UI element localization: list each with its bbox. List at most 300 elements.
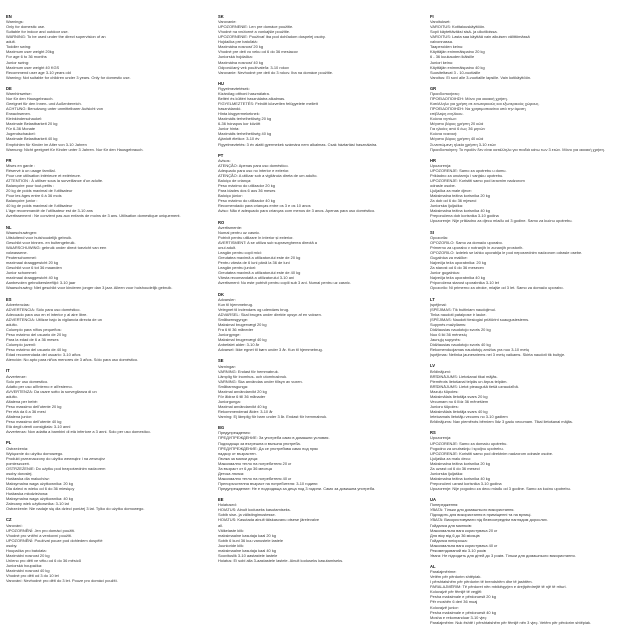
warning-line: ПРЕДУПРЕЖДЕНИЕ: Да се употребява само под пряк <box>218 445 318 451</box>
warning-line: maximaal draaggewicht 20 kg <box>6 260 59 266</box>
warning-line: Įspėjimas: Netinka jaunesniems nei 3 metų vaikams. Skirta naudoti tik buityje. <box>430 352 566 358</box>
warning-line: Småbarnsgunga: <box>218 383 248 389</box>
warning-line: Sobib 6 kuni 36 kuu vanustele lastele <box>218 537 284 543</box>
warning-line: Попередження: <box>430 502 459 508</box>
warning-line: AVVERTENZA: Da usare sotto la sorveglianza di un <box>6 388 97 394</box>
warning-line: Предупреждения: <box>218 430 251 436</box>
warning-line: Určeno pro děti ve věku od 6 do 36 měsíců <box>6 557 82 563</box>
warning-line: Beltéri és kültéri használatra alkalmas. <box>218 96 286 102</box>
warning-line: Προειδοποιήσεις: <box>430 91 461 97</box>
warning-line: Brīdinājums: Nav piemērots bērniem līdz 3 gadu vecumam. Tikai lietošanai mājās. <box>430 419 573 425</box>
warning-line: ATENÇÃO: Apenas para uso doméstico. <box>218 162 289 168</box>
warning-line: Warnings: <box>6 19 24 25</box>
warning-line: Peso massimo dell'utente 40 kg <box>6 419 62 425</box>
warning-line: Varování: <box>6 522 23 528</box>
warning-line: Huśtawka dla maluchów: <box>6 475 50 481</box>
language-code: EN <box>6 14 12 19</box>
warning-line: Κατάλληλο για χρήση σε εσωτερικούς και εξωτερικούς χώρους. <box>430 101 540 107</box>
warning-line: Ostrzeżenia: <box>6 445 29 451</box>
warning-line: Peuterschommel: <box>6 255 37 261</box>
warning-line: PARALAJMËRIM: Të përdoret nën mbikëqyrjen e drejtpërdrejtë të një të rrituri. <box>430 584 567 590</box>
language-section-al <box>430 564 630 625</box>
language-code: LV <box>430 363 435 369</box>
language-section-gr <box>430 86 630 152</box>
warning-line: Kolovajzë për fëmijë të vegjël: <box>430 589 483 595</box>
warning-line: Adequado para uso no interior e exterior. <box>218 168 290 174</box>
warning-line: Figyelmeztetés: 3 év alatti gyermekek számára nem alkalmas. Csak háztartási használatra. <box>218 141 378 147</box>
language-code: SE <box>218 358 224 364</box>
warning-line: Maksimālais lietotāja svars 40 kg <box>430 408 488 414</box>
warning-line: Kleinkinderschaukel: <box>6 116 43 122</box>
warning-line: Suositeltavat 3 - 10-vuotiaille <box>430 69 481 75</box>
warning-line: L'âge recommandé de l'utilisateur est de 3-10 ans <box>6 208 93 214</box>
warning-line: Zalecany wiek użytkownika: 3-10 lat <box>6 501 69 507</box>
warning-line: Taaperoiden keinu: <box>430 44 464 50</box>
language-code: GR <box>430 85 437 91</box>
language-code: HR <box>430 157 436 163</box>
language-code: RS <box>430 430 436 436</box>
warning-line: Люлка за малки деца: <box>218 455 259 461</box>
warning-line: Juunioride kiik: <box>218 542 245 548</box>
warning-line: Juniorgynge: <box>218 332 241 338</box>
warning-line: Waarschuwingen: <box>6 229 38 235</box>
language-section-pt <box>218 153 418 214</box>
warning-line: UPOZORNĚNÍ: Jen pro domácí použití. <box>6 527 76 533</box>
warning-line: Balançoire junior : <box>6 198 38 204</box>
warning-line: Per età da 6 a 36 mesi <box>6 408 46 414</box>
warning-line: Junior gugalnica: <box>430 270 460 276</box>
warning-line: osoby dorosłej. <box>6 470 33 476</box>
warning-line: OSTRZEŻENIE: Do użytku pod bezpośrednim nadzorem <box>6 465 106 471</box>
warning-line: Upozorenje: Nije pogodno za decu mlađu od 3 godine. Samo za kućnu upotrebu. <box>430 485 571 491</box>
warning-line: Solo per uso domestico. <box>6 378 49 384</box>
warning-line: Advarsel: Ikke egnet til børn under 3 år. Kun til hjemmebrug. <box>218 347 323 353</box>
warning-line: Avvertenze: <box>6 373 27 379</box>
warning-line: ĮSPĖJIMAS: Naudoti tiesiogiai prižiūrint suaugusiesiems. <box>430 316 530 322</box>
column-1 <box>6 14 206 634</box>
warning-line: használandó. <box>218 106 242 112</box>
language-section-se <box>218 358 418 419</box>
language-code: RO <box>218 219 225 225</box>
warning-line: UPOZORENJE: Samo za upotrebu u domu. <box>430 168 507 174</box>
warning-line: Réservé à un usage familial. <box>6 168 56 174</box>
warning-line: Columpio para niños pequeños: <box>6 326 62 332</box>
warning-line: Recommend user age 3-10 years old <box>6 69 71 75</box>
language-code: EE <box>218 497 224 503</box>
warning-line: Pour une utilisation intérieure et extérieure. <box>6 173 82 179</box>
warning-line: Opozorila: <box>430 234 448 240</box>
warning-line: Tinka naudoti patalpose ir lauke. <box>430 311 487 317</box>
warning-line: Nur für den Hausgebrauch. <box>6 96 54 102</box>
warning-line: Κούνια νεανική: <box>430 131 458 137</box>
warning-line: Pour les âges entre 6 à 36 mois <box>6 193 62 199</box>
warning-line: adulto. <box>6 321 18 327</box>
warning-line: Juniorska ljuljaška: <box>430 470 464 476</box>
warning-line: Рекомендований вік 3-10 років <box>430 547 486 553</box>
warning-line: Vetëm për përdorim shtëpiak. <box>430 574 482 580</box>
warning-line: Максимальна вага користувача 20 кг <box>430 527 498 533</box>
warning-line: Junioru šūpoles: <box>430 403 459 409</box>
column-2 <box>218 14 418 634</box>
warning-line: Waarschuwing: Niet geschikt voor kinderen jonger dan 3 jaar. Alleen voor huishoudelijk gebruik. <box>6 285 173 291</box>
warning-line: Jugendschaukel: <box>6 131 36 137</box>
warning-line: adulto. <box>6 393 18 399</box>
warning-line: Ostrzeżenie: Nie nadaje się dla dzieci poniżej 3 lat. Tylko do użytku domowego. <box>6 506 145 512</box>
warning-line: ΠΡΟΕΙΔΟΠΟΙΗΣΗ: Να χρησιμοποιείται υπό την άμεση <box>430 106 526 112</box>
warning-line: Za starost od 6 do 36 mesecev <box>430 265 485 271</box>
warning-line: UPOZORENJE: Samo za domaću upotrebu. <box>430 440 508 446</box>
warning-line: Подходящо за вътрешна и външна употреба. <box>218 440 301 446</box>
warning-line: Maximum user weight 20kg <box>6 49 54 55</box>
warning-line: Uitsluitend voor huishoudelijk gebruik. <box>6 234 73 240</box>
warning-line: Lämplig för inomhus- och utomhusbruk. <box>218 373 288 379</box>
warning-line: Upozorenje: Nije prikladno za djecu mlađu od 3 godine. Samo za kućnu upotrebu. <box>430 218 573 224</box>
warning-line: Maximum user weight 40 KGS <box>6 64 60 70</box>
warning-line: Hoiatus: Ei sobi alla 3-aastastele lastele. Ainult koduseks kasutamiseks. <box>218 557 344 563</box>
language-code: PL <box>6 440 12 446</box>
warning-line: ADVERTENCIA: Sólo para uso doméstico. <box>6 306 81 312</box>
warning-line: Vhodné pre deti vo veku od 6 do 36 mesiacov <box>218 49 298 55</box>
warning-line: UPOZORNENIE: Používať iba pod dohľadom dospelej osoby. <box>218 34 326 40</box>
warning-line: Μέγιστο βάρος χρήστη 20 κιλά <box>430 121 484 127</box>
warning-line: Toddler swing: <box>6 44 32 50</box>
warning-line: Adatto per uso all'interno e all'esterno. <box>6 383 73 389</box>
warning-line: Upozorenja: <box>430 435 452 441</box>
warning-line: UPOZORNENIE: Len pre domáce použitie. <box>218 24 294 30</box>
warning-line: Warning: Not suitable for children under 3 years. Only for domestic use. <box>6 74 131 80</box>
warning-line: Детска люлка: <box>218 470 245 476</box>
warning-line: Für 6-36 Monate <box>6 126 36 132</box>
warning-line: Huśtawka młodzieżowa: <box>6 490 49 496</box>
language-code: FR <box>6 157 12 163</box>
language-section-lt <box>430 297 630 358</box>
language-code: HU <box>218 80 224 86</box>
language-code: NL <box>6 224 12 230</box>
warning-line: Максимално тегло на потребителя 40 кг <box>218 475 292 481</box>
warning-line: Įspėjimai: <box>430 301 447 307</box>
warning-line: Dla dzieci w wieku od 6 do 36 miesięcy <box>6 485 75 491</box>
warning-line: Potrivit pentru utilizare în interior și exterior. <box>218 234 294 240</box>
warning-line: Suitable for indoor and outdoor use. <box>6 29 69 35</box>
language-section-pl <box>6 440 206 511</box>
warning-line: pomieszczeń. <box>6 460 31 466</box>
warning-line: Kolovajzë junior: <box>430 604 459 610</box>
warning-line: Edad recomendada del usuario: 3-10 años <box>6 352 81 358</box>
language-section-fr <box>6 158 206 219</box>
warning-line: Për moshën 6 deri 36 muaj <box>430 599 478 605</box>
warning-line: Juniorská hojdačka: <box>218 54 253 60</box>
warning-line: Advertencias: <box>6 301 30 307</box>
warning-line: Avertissement : Ne convient pas aux enfants de moins de 3 ans. Utilisation domestique uniquement. <box>6 213 181 219</box>
warning-line: Preporučena dob korisnika 3-10 godina <box>430 213 499 219</box>
warning-line: maksimaalne kasutaja kaal 40 kg <box>218 547 276 553</box>
warning-line: Väikelaste kiik: <box>218 527 245 533</box>
warning-line: Aviso: Não é adequado para crianças com menos de 3 anos. Apenas para uso doméstico. <box>218 208 376 214</box>
warning-line: Για ηλικίες από 6 έως 36 μηνών <box>430 126 486 132</box>
warning-line: Juniorgunga: <box>218 398 241 404</box>
warning-line: Maksimal brugervægt 20 kg <box>218 321 267 327</box>
language-section-it <box>6 368 206 434</box>
warning-line: Pogodno za unutrašnju i spoljnu upotrebu. <box>430 445 504 451</box>
warning-line: Paralajmërim: Nuk është i përshtatshëm për fëmijë nën 3 vjeç. Vetëm për përdorim shtëpiak. <box>430 619 592 625</box>
warning-line: Varoitukset: <box>430 19 451 25</box>
warning-line: Vhodné na vnútorné a vonkajšie použitie. <box>218 29 291 35</box>
warning-line: Peso máximo del usuario de 20 kg <box>6 332 67 338</box>
warning-line: WAARSCHUWING: gebruik onder direct toezicht van een <box>6 244 107 250</box>
warning-line: Προειδοποίηση: Το προϊόν δεν είναι κατάλληλο για παιδιά κάτω των 3 ετών. Μόνο για οικιακή χρήση. <box>430 146 605 152</box>
warning-line: Maksimalna težina korisnika 20 kg <box>430 193 490 199</box>
warning-line: valvonnassa. <box>430 39 453 45</box>
warning-line: 6 - 36 kuukauden ikäisille <box>430 54 475 60</box>
warning-line: Peso máximo del usuario de 40 kg <box>6 347 67 353</box>
warning-line: Junior swing: <box>6 59 29 65</box>
language-section-hr <box>430 158 630 224</box>
warning-line: Гойдалка юніорська: <box>430 537 468 543</box>
warning-line: Препоръчителна възраст на потребителя: 3-10 години <box>218 480 318 486</box>
warning-line: Varování: Nevhodné pro děti do 3 let. Pouze pro domácí použití. <box>6 578 118 584</box>
warning-line: AVERTISMENT: A se utiliza sub supravegherea directă a <box>218 239 317 245</box>
warning-line: Pentru vârsta de 6 luni până la 36 de luni <box>218 260 290 266</box>
warning-line: Only for domestic use. <box>6 24 46 30</box>
warning-line: Anbefalet alder: 3-10 år <box>218 342 260 348</box>
warning-line: Hoiatused: <box>218 502 237 508</box>
warning-line: Rekommenderad ålder: 3-10 år <box>218 408 273 414</box>
warning-line: Opozorilo: Ni primerno za otroke, mlajše od 3 let. Samo za domačo uporabo. <box>430 285 564 291</box>
warning-line: Maximální nosnost 20 kg <box>6 552 50 558</box>
warning-line: Varoitus: Ei sovi alle 3-vuotiaille lapsille. Vain kotikäyttöön. <box>430 74 532 80</box>
language-section-cz <box>6 517 206 583</box>
warning-line: Maximale Belastbarkeit 40 kg <box>6 136 58 142</box>
warning-line: Mises en garde : <box>6 162 36 168</box>
warning-line: За възраст от 6 до 36 месеца <box>218 465 272 471</box>
warning-line: Greutatea maximă a utilizatorului este de 20 kg <box>218 255 301 261</box>
warning-line: Vhodné pro vnitřní a venkovní použití. <box>6 532 73 538</box>
language-code: UA <box>430 497 436 503</box>
warning-line: Houpačka pro batolata: <box>6 547 47 553</box>
warning-line: Μέγιστο βάρος χρήστη 40 κιλά <box>430 136 484 142</box>
warning-line: Vecumam no 6 līdz 36 mēnešiem <box>430 398 489 404</box>
language-code: PT <box>218 152 224 158</box>
warning-line: Sobib sise- ja välistingimustesse. <box>218 512 276 518</box>
warning-line: UPOZORNĚNÍ: Používat pouze pod dohledem dospělé <box>6 537 103 543</box>
warning-line: Gugalnica za malčke: <box>430 255 468 261</box>
warning-line: 20 kg de poids maximal de l'utilisateur <box>6 188 73 194</box>
warning-line: УВАГА: Використовувати під безпосереднім наглядом дорослих. <box>430 517 548 523</box>
warning-line: Upozorenja: <box>430 162 452 168</box>
warning-line: Ljuljačka za male djece: <box>430 188 472 194</box>
warning-line: unui adult. <box>218 244 237 250</box>
language-section-ee <box>218 497 418 563</box>
warning-line: Erwachsenen. <box>6 111 31 117</box>
warning-line: Максимално тегло на потребителя 20 кг <box>218 460 292 466</box>
warning-line: Para idades dos 6 aos 36 meses <box>218 188 276 194</box>
warning-line: Käyttäjän enimmäispaino 20 kg <box>430 49 485 55</box>
warning-line: Paralajmërime: <box>430 569 457 575</box>
warning-line: Maximal användarvikt 20 kg <box>218 388 267 394</box>
warning-line: Mazuļu šūpoles: <box>430 388 459 394</box>
warning-line: Hinta kisgyermekeknek: <box>218 111 260 117</box>
language-section-si <box>430 230 630 291</box>
warning-line: Junior hinta: <box>218 126 240 132</box>
language-code: AL <box>430 564 436 570</box>
language-code: BG <box>218 425 225 431</box>
warning-line: Primerno za uporabo v notranjih in zunanjih prostorih. <box>430 244 524 250</box>
warning-line: Maximálna nosnosť 40 kg <box>218 59 264 65</box>
warning-line: Maksimalna težina korisnika 40 kg <box>430 208 490 214</box>
warning-line: Warnhinweise: <box>6 91 32 97</box>
language-section-nl <box>6 225 206 291</box>
warning-line: Greutatea maximă a utilizatorului este de 40 kg <box>218 270 301 276</box>
warning-line: Fra 6 til 36 måneder <box>218 326 254 332</box>
warning-line: VARNING: Ska användas under tillsyn av vuxen. <box>218 378 303 384</box>
warning-line: Warnung: Nicht geeignet für Kinder unter 3 Jahren. Nur für den Hausgebrauch. <box>6 146 144 152</box>
warning-line: Vhodné pro děti od 3 do 10 let <box>6 572 59 578</box>
warning-line: OPOZORILO: Izdelek se lahko uporablja le pod neposrednim nadzorom odrasle osebe. <box>430 250 583 256</box>
language-section-es <box>6 297 206 363</box>
warning-line: Wyłącznie do użytku domowego. <box>6 450 64 456</box>
warning-line: Maksymalna waga użytkownika: 40 kg <box>6 496 73 502</box>
warning-line: Ajánlott életkor: 3-10 év <box>218 136 260 142</box>
language-section-ua <box>430 497 630 558</box>
language-section-ro <box>218 220 418 286</box>
warning-line: Maximálna nosnosť 20 kg <box>218 44 264 50</box>
warning-line: Peso massimo dell'utente 20 kg <box>6 403 62 409</box>
warning-line: Didžiausias naudotojo svoris 40 kg <box>430 342 491 348</box>
warning-line: Junior schommel: <box>6 270 37 276</box>
language-section-rs <box>430 430 630 491</box>
warning-line: Juniorska ljuljačka: <box>430 203 464 209</box>
warning-line: BRĪDINĀJUMS: Lietot pieaugušā tiešā uzraudzībā. <box>430 383 519 389</box>
warning-line: ĮSPĖJIMAS: Tik buitiniam naudojimui. <box>430 306 496 312</box>
warning-line: VARNING: Endast för hemmabruk. <box>218 368 279 374</box>
warning-line: Kizárólag otthoni használatra. <box>218 91 270 97</box>
warning-line: Juniori keinu: <box>430 59 454 65</box>
warning-line: Varning: Ej lämplig för barn under 3 år. Endast för hemmabruk. <box>218 414 328 420</box>
warning-line: Maksimalna težina korisnika 40 kg <box>430 475 490 481</box>
warning-line: Leagăn pentru copii mici: <box>218 250 262 256</box>
language-section-de <box>6 86 206 152</box>
warning-line: ADVARSEL: Skal bruges under direkte opsyn af en voksen. <box>218 311 322 317</box>
warning-line: Kun til hjemmebrug. <box>218 301 254 307</box>
warning-line: Varovanie: Nevhodné pre deti do 3 rokov. Iba na domáce použitie. <box>218 69 333 75</box>
warning-line: Увага: Не підходить для дітей до 3 років. Тільки для домашнього використання. <box>430 552 576 558</box>
warning-line: UPOZORENJE: Koristiti samo pod izravnim nadzorom <box>430 178 525 184</box>
warning-line: Ljuljaška za malu decu: <box>430 455 471 461</box>
warning-line: Baloiço júnior: <box>218 193 243 199</box>
warning-line: odrasle osobe. <box>430 183 456 189</box>
warning-line: HOIATUS: Kasutada ainult täiskasvanu otsese järelevalve <box>218 517 320 523</box>
warning-line: Recomendado para crianças entre os 3 e os 10 anos <box>218 203 311 209</box>
warning-line: Empfohlen für Kinder im Alter von 3-10 Jahren <box>6 141 87 147</box>
warning-line: Avisos: <box>218 157 231 163</box>
warning-line: ΠΡΟΕΙΔΟΠΟΙΗΣΗ: Μόνο για οικιακή χρήση. <box>430 96 508 102</box>
language-section-en <box>6 14 206 80</box>
warning-line: Produkt przeznaczony do użytku wewnątrz i na zewnątrz <box>6 455 105 461</box>
warning-line: Balançoire pour tout-petits : <box>6 183 55 189</box>
warning-line: Pesha maksimale e përdoruesit 40 kg <box>430 609 496 615</box>
warning-line: Didžiausias naudotojo svoris 20 kg <box>430 326 491 332</box>
warning-line: Ieteicamais lietotāju vecums no 3-10 gadiem <box>430 414 508 420</box>
warning-line: Mosha e rekomanduar 3-10 vjeç <box>430 614 487 620</box>
warning-line: УВАГА: Тільки для домашнього використання. <box>430 507 515 513</box>
language-code: ES <box>6 296 12 302</box>
warning-line: 40 kg de poids maximal de l'utilisateur <box>6 203 73 209</box>
warning-line: Jaunųjų supynės: <box>430 337 461 343</box>
language-section-dk <box>218 292 418 353</box>
warning-line: Käyttäjän enimmäispaino 40 kg <box>430 64 485 70</box>
warning-line: Maksimal brugervægt 40 kg <box>218 337 267 343</box>
warning-line: all. <box>218 522 224 528</box>
warning-line: Peso máximo do utilizador 20 kg <box>218 183 275 189</box>
warning-line: Preporučeni uzrast korisnika 3-10 godina <box>430 480 502 486</box>
warning-line: ПРЕДУПРЕЖДЕНИЕ: За употреба само в домашни условия. <box>218 435 330 441</box>
warning-line: Para la edad de 6 a 36 meses <box>6 337 59 343</box>
warning-line: Vârsta recomandată a utilizatorului 3-10 ani <box>218 275 294 281</box>
warning-line: Priporočena starost uporabnika 3-10 let <box>430 280 499 286</box>
warning-line: Maximális terhelhetőség 40 kg <box>218 131 272 137</box>
warning-line: Geschikt voor 6 tot 36 maanden <box>6 265 62 271</box>
warning-line: WARNING: To be used under the direct supervision of an <box>6 34 106 40</box>
warning-line: Κούνια νηπίων: <box>430 116 458 122</box>
warning-line: Varovanie: <box>218 19 237 25</box>
warning-line: Maximal användarvikt 40 kg <box>218 403 267 409</box>
language-section-bg <box>218 425 418 491</box>
warning-line: Для віку від 6 до 36 місяців <box>430 532 480 538</box>
warning-line: Предупреждение: Не е подходяща за деца под 3 години. Само за домашна употреба. <box>218 485 376 491</box>
warning-line: Aanbevolen gebruikersleeftijd: 3-10 jaar <box>6 280 76 286</box>
warning-line: maximaal draaggewicht 40 kg <box>6 275 59 281</box>
warning-line: BRĪDINĀJUMS: Lietošanai tikai mājās. <box>430 373 498 379</box>
warning-line: Peso máximo do utilizador 40 kg <box>218 198 275 204</box>
language-code: DE <box>6 85 12 91</box>
warning-line: Za uzrast od 6 do 36 meseci <box>430 465 480 471</box>
language-code: IT <box>6 368 10 374</box>
warning-line: Maximální nosnost 40 kg <box>6 567 50 573</box>
warning-line: Odporúčaný vek používateľa: 3-10 rokov <box>218 64 289 70</box>
warning-line: Età degli utenti consigliata: 3-10 anni <box>6 424 71 430</box>
warning-line: надзор от възрастен. <box>218 450 257 456</box>
warning-line: Avertismente: <box>218 224 242 230</box>
warning-line: Maksimalna težina korisnika 20 kg <box>430 460 490 466</box>
warning-line: Geschikt voor binnen- en buitengebruik. <box>6 239 76 245</box>
warning-line: För åldrar 6 till 36 månader <box>218 393 266 399</box>
warning-line: Maksimālais lietotāja svars 20 kg <box>430 393 488 399</box>
warning-line: Hojdačka pre batoľatá: <box>218 39 258 45</box>
warning-line: adult. <box>6 39 16 45</box>
language-code: SK <box>218 14 224 19</box>
warning-line: FIGYELMEZTETÉS: Felnőtt közvetlen felügyelete mellett <box>218 101 318 107</box>
warning-line: Altalena junior: <box>6 414 33 420</box>
column-3 <box>430 14 630 634</box>
warning-line: Baloiço de criança: <box>218 178 252 184</box>
warning-line: Velegnet til indendørs og udendørs brug. <box>218 306 290 312</box>
warning-line: Rekomenduojamas naudotojų amžius yra nuo 3-10 metų <box>430 347 529 353</box>
warning-line: Numai pentru uz casnic. <box>218 229 261 235</box>
warning-line: Piemērots lietošanai telpās un ārpus telpām. <box>430 378 508 384</box>
warning-line: ADVERTENCIA: Utilizar bajo la vigilancia directa de un <box>6 316 102 322</box>
language-code: CZ <box>6 517 12 523</box>
warning-line: Maximális terhelhetőség 20 kg <box>218 116 272 122</box>
warning-line: Brīdinājumi: <box>430 368 451 374</box>
warning-line: VAROITUS: Kotitalouskäyttöön. <box>430 24 486 30</box>
warning-line: Leagăn pentru juniori: <box>218 265 257 271</box>
warning-line: ATENÇÃO: A utilizar sob a vigilância direta de um adulto. <box>218 173 318 179</box>
language-code: SI <box>430 229 434 235</box>
warning-line: For age 6 to 36 months <box>6 54 47 60</box>
warning-line: Prikladno za unutarnju i vanjsku upotrebu. <box>430 173 504 179</box>
warning-line: Columpio juvenil: <box>6 342 36 348</box>
warning-line: 6-36 hónapos kor között <box>218 121 261 127</box>
